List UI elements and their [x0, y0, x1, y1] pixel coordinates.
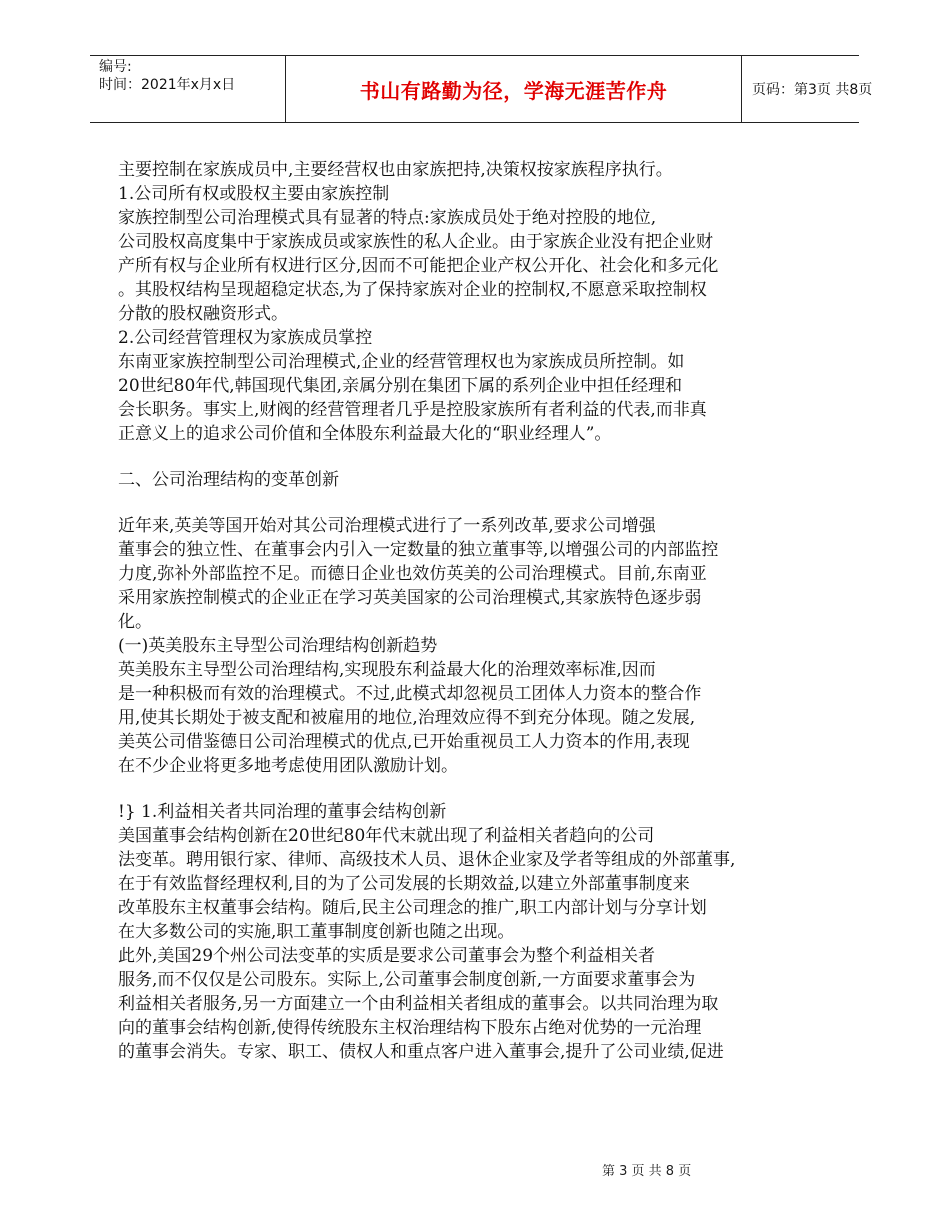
text-line: 采用家族控制模式的企业正在学习英美国家的公司治理模式,其家族特色逐步弱 — [118, 588, 702, 608]
text-line: 分散的股权融资形式。 — [118, 304, 288, 324]
text-line: 用,使其长期处于被支配和被雇用的地位,治理效应得不到充分体现。随之发展, — [118, 708, 696, 728]
text-line: 此外,美国29个州公司法变革的实质是要求公司董事会为整个利益相关者 — [118, 946, 656, 966]
text-line: 化。 — [118, 612, 152, 632]
text-line: 法变革。聘用银行家、律师、高级技术人员、退休企业家及学者等组成的外部董事, — [118, 850, 736, 870]
header-page-info: 页码：第3页 共8页 — [752, 82, 873, 98]
text-line: 2.公司经营管理权为家族成员掌控 — [118, 328, 373, 348]
text-line: 是一种积极而有效的治理模式。不过,此模式却忽视员工团体人力资本的整合作 — [118, 684, 702, 704]
text-line: 改革股东主权董事会结构。随后,民主公司理念的推广,职工内部计划与分享计划 — [118, 898, 707, 918]
text-line: 会长职务。事实上,财阀的经营管理者几乎是控股家族所有者利益的代表,而非真 — [118, 400, 707, 420]
document-time: 时间：2021年x月x日 — [99, 77, 236, 93]
text-line: 东南亚家族控制型公司治理模式,企业的经营管理权也为家族成员所控制。如 — [118, 352, 685, 372]
text-line: 。其股权结构呈现超稳定状态,为了保持家族对企业的控制权,不愿意采取控制权 — [118, 280, 707, 300]
header-motto: 书山有路勤为径，学海无涯苦作舟 — [285, 56, 742, 122]
text-line: (一)英美股东主导型公司治理结构创新趋势 — [118, 636, 438, 656]
text-line: 近年来,英美等国开始对其公司治理模式进行了一系列改革,要求公司增强 — [118, 516, 656, 536]
text-line: 产所有权与企业所有权进行区分,因而不可能把企业产权公开化、社会化和多元化 — [118, 256, 719, 276]
page-footer: 第 3 页 共 8 页 — [602, 1164, 692, 1179]
paragraph-gap — [118, 446, 770, 468]
text-line: 家族控制型公司治理模式具有显著的特点:家族成员处于绝对控股的地位, — [118, 208, 657, 228]
text-line: 正意义上的追求公司价值和全体股东利益最大化的“职业经理人”。 — [118, 424, 612, 444]
text-line: 向的董事会结构创新,使得传统股东主权治理结构下股东占绝对优势的一元治理 — [118, 1018, 702, 1038]
paragraph-gap — [118, 778, 770, 800]
text-line: 在大多数公司的实施,职工董事制度创新也随之出现。 — [118, 922, 515, 942]
text-line: 在不少企业将更多地考虑使用团队激励计划。 — [118, 756, 458, 776]
text-line: 主要控制在家族成员中,主要经营权也由家族把持,决策权按家族程序执行。 — [118, 160, 673, 180]
text-line: 的董事会消失。专家、职工、债权人和重点客户进入董事会,提升了公司业绩,促进 — [118, 1042, 724, 1062]
paragraph-gap — [118, 492, 770, 514]
header-meta — [90, 56, 285, 122]
text-line: !} 1.利益相关者共同治理的董事会结构创新 — [118, 802, 447, 822]
page-header — [90, 55, 873, 123]
text-line: 英美股东主导型公司治理结构,实现股东利益最大化的治理效率标准,因而 — [118, 660, 656, 680]
text-line: 20世纪80年代,韩国现代集团,亲属分别在集团下属的系列企业中担任经理和 — [118, 376, 683, 396]
text-line: 公司股权高度集中于家族成员或家族性的私人企业。由于家族企业没有把企业财 — [118, 232, 713, 252]
text-line: 美国董事会结构创新在20世纪80年代末就出现了利益相关者趋向的公司 — [118, 826, 655, 846]
text-line: 利益相关者服务,另一方面建立一个由利益相关者组成的董事会。以共同治理为取 — [118, 994, 719, 1014]
text-line: 1.公司所有权或股权主要由家族控制 — [118, 184, 390, 204]
text-line: 服务,而不仅仅是公司股东。实际上,公司董事会制度创新,一方面要求董事会为 — [118, 970, 696, 990]
document-number-label: 编号: — [99, 59, 132, 75]
text-line: 美英公司借鉴德日公司治理模式的优点,已开始重视员工人力资本的作用,表现 — [118, 732, 690, 752]
text-line: 在于有效监督经理权利,目的为了公司发展的长期效益,以建立外部董事制度来 — [118, 874, 690, 894]
text-line: 董事会的独立性、在董事会内引入一定数量的独立董事等,以增强公司的内部监控 — [118, 540, 719, 560]
document-body — [118, 158, 770, 1064]
text-line: 力度,弥补外部监控不足。而德日企业也效仿英美的公司治理模式。目前,东南亚 — [118, 564, 707, 584]
text-line: 二、公司治理结构的变革创新 — [118, 470, 339, 490]
